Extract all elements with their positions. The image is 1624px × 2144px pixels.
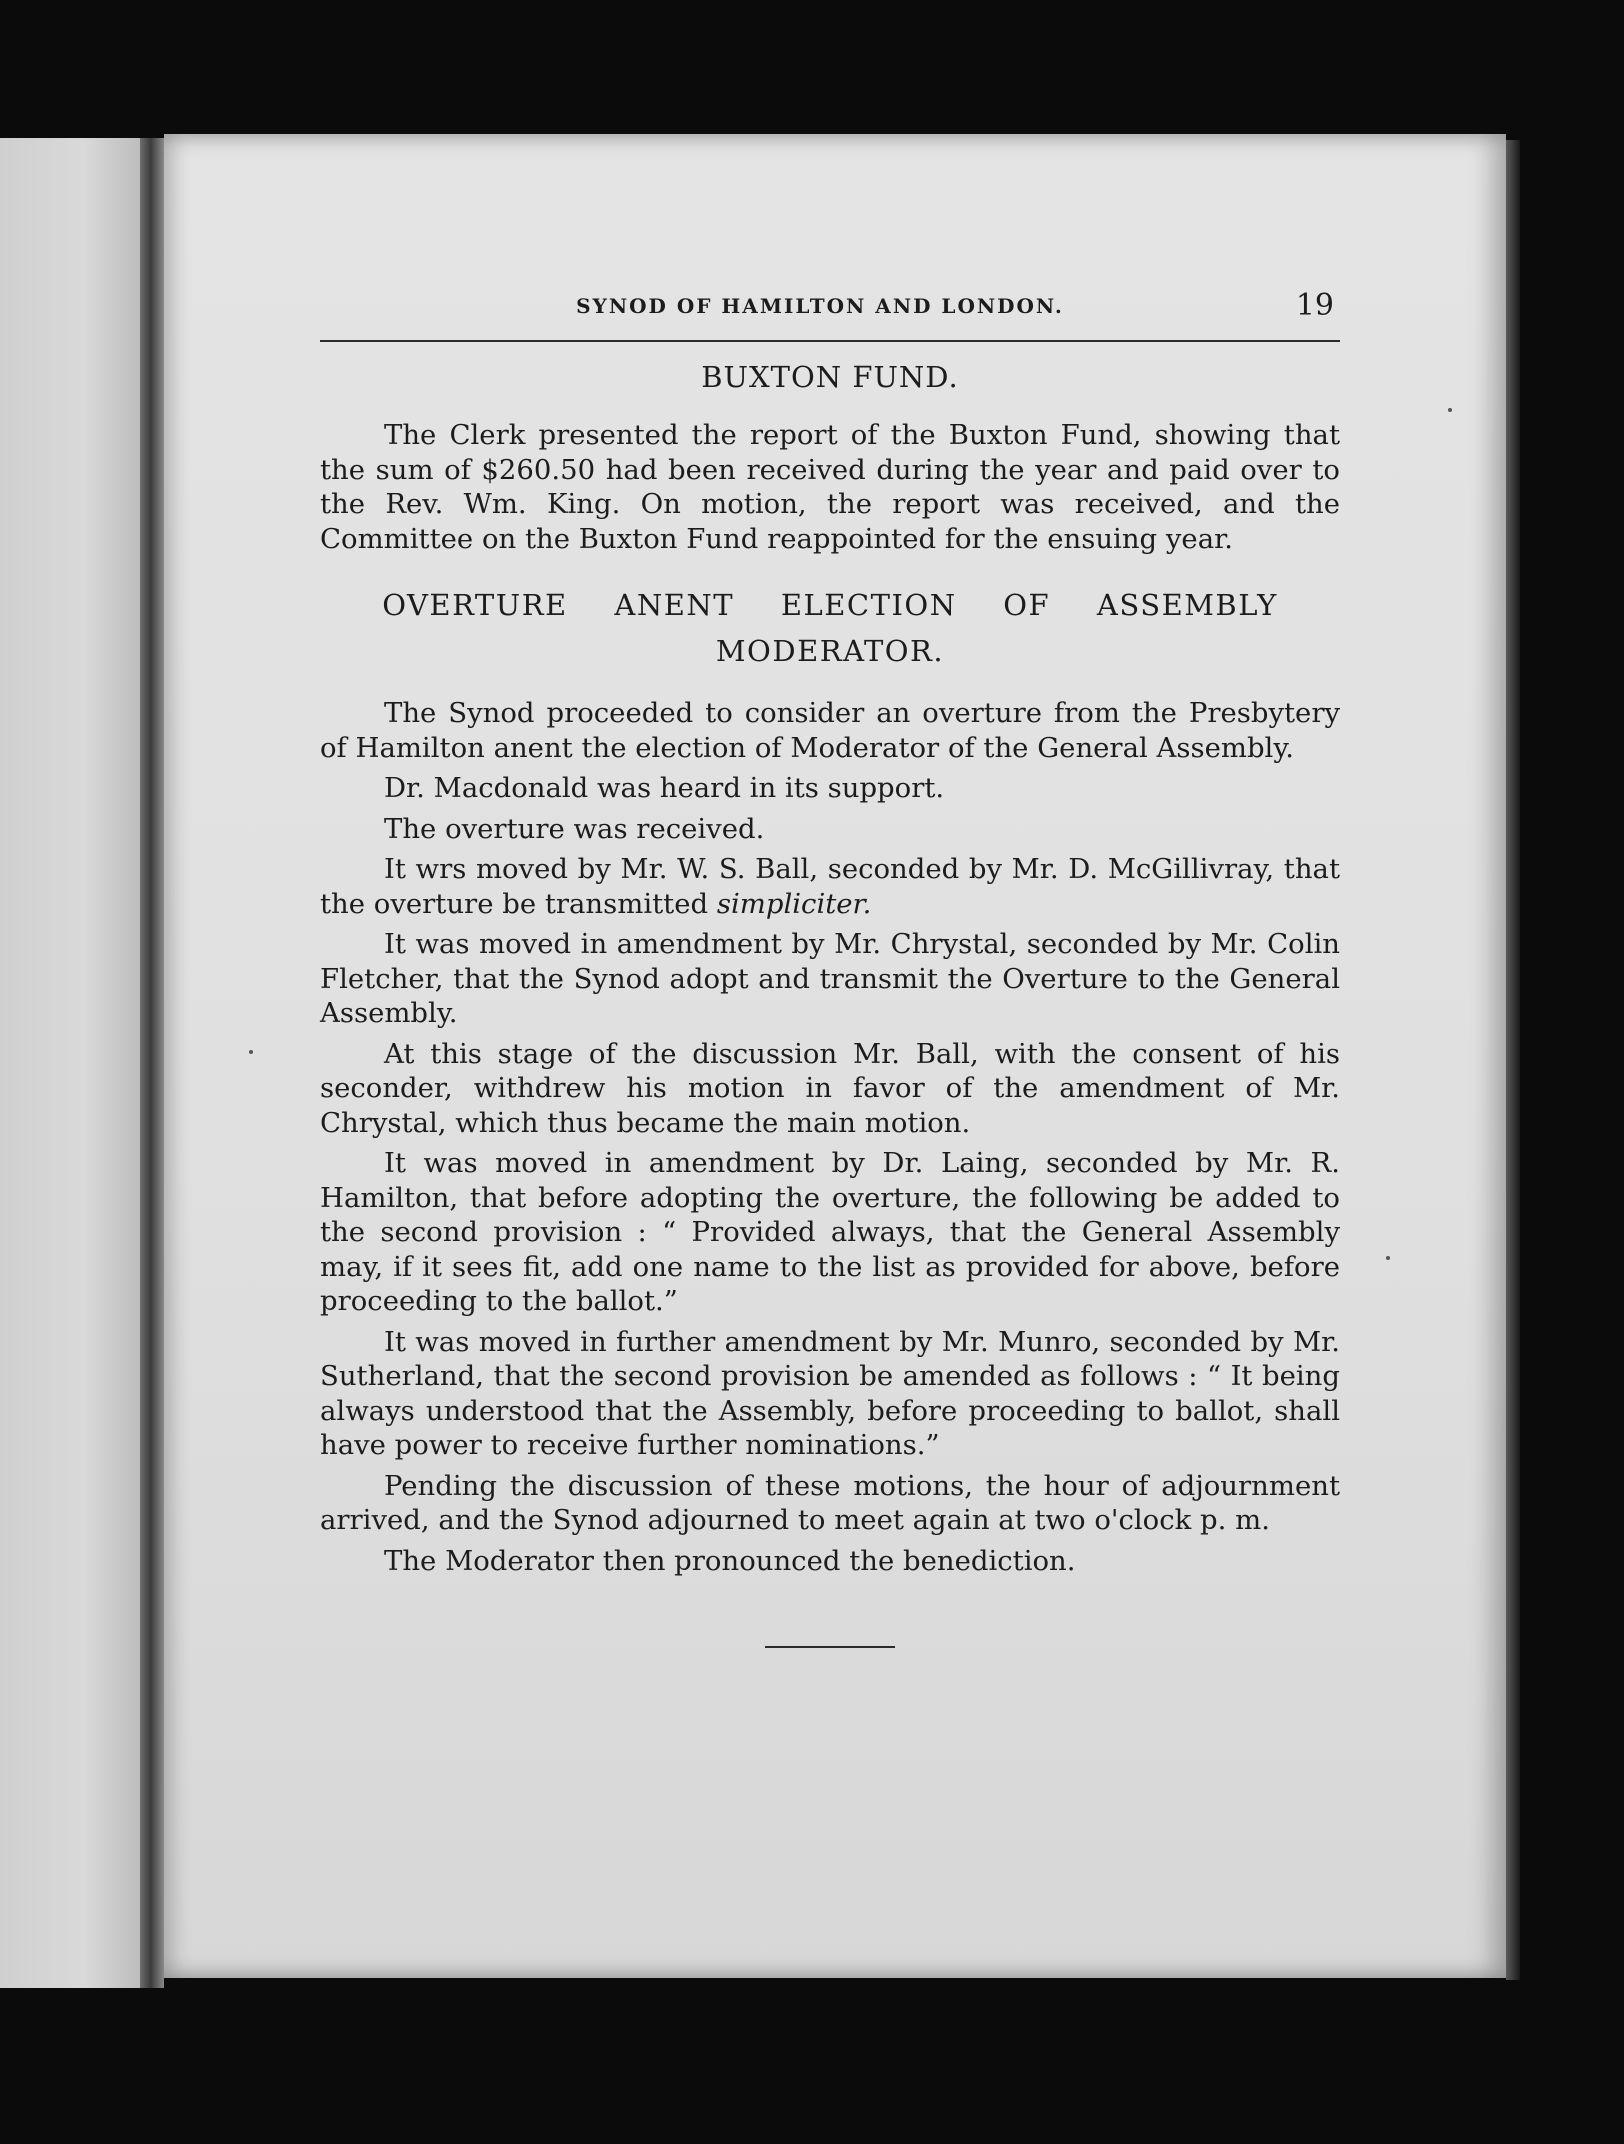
- motion-italic-word: simpliciter.: [716, 887, 872, 920]
- header-rule: [320, 340, 1340, 342]
- buxton-fund-paragraph: The Clerk presented the report of the Buxton Fund, showing that the sum of $260.50 had been received during the year and paid over to the Rev. Wm. King. On motion, the report was received, and the Committee on the Buxton Fund reappointed for the ensuing year.: [320, 419, 1340, 555]
- running-head-title: SYNOD OF HAMILTON AND LONDON.: [576, 294, 1064, 318]
- overture-paragraph: At this stage of the discussion Mr. Ball, with the consent of his seconder, withdrew his motion in favor of the amendment of Mr. Chrystal, which thus became the main motion.: [320, 1037, 1340, 1139]
- motion-text: It wrs moved by Mr. W. S. Ball, seconded by Mr. D. McGillivray, that the overture be transmitted: [320, 853, 1340, 920]
- scan-speck: [249, 1050, 253, 1054]
- section-title-buxton-fund: BUXTON FUND.: [701, 360, 959, 394]
- overture-paragraph: The Moderator then pronounced the benediction.: [384, 1544, 1076, 1577]
- overture-paragraph: It was moved in amendment by Mr. Chrystal, seconded by Mr. Colin Fletcher, that the Synod adopt and transmit the Overture to the General Assembly.: [320, 928, 1340, 1029]
- section-title-overture: [320, 582, 1340, 674]
- page-number: 19: [1295, 288, 1334, 323]
- page-edge-shadow: [1506, 140, 1520, 1980]
- section-title-overture-line2: MODERATOR.: [715, 634, 945, 668]
- overture-paragraph: It was moved in further amendment by Mr. Munro, seconded by Mr. Sutherland, that the second provision be amended as follows : “ It being always understood that the Assembly, before proceeding to ballot, shall have power to receive further nominations.”: [320, 1325, 1340, 1461]
- closing-rule: [765, 1646, 895, 1648]
- section-title-overture-line1: OVERTURE ANENT ELECTION OF ASSEMBLY: [382, 588, 1278, 622]
- overture-paragraph: Dr. Macdonald was heard in its support.: [384, 772, 945, 804]
- overture-paragraph: The overture was received.: [384, 812, 765, 845]
- running-head: [320, 290, 1340, 330]
- overture-paragraph: It was moved in amendment by Dr. Laing, seconded by Mr. R. Hamilton, that before adopting the overture, the following be added to the second provision : “ Provided always, that the General Assembly may, if it sees fit, add one name to the list as provided for above, before proceeding to the ballot.”: [320, 1147, 1340, 1317]
- overture-paragraph: Pending the discussion of these motions, the hour of adjournment arrived, and the Synod adjourned to meet again at two o'clock p. m.: [320, 1469, 1340, 1536]
- scan-speck: [1386, 1256, 1390, 1260]
- overture-paragraph: The Synod proceeded to consider an overture from the Presbytery of Hamilton anent the election of Moderator of the General Assembly.: [320, 697, 1340, 764]
- overture-motion-paragraph: [320, 852, 1340, 921]
- page-text: [320, 290, 1340, 1648]
- book-gutter: [140, 138, 164, 1988]
- facing-page-edge: [0, 138, 140, 1988]
- scan-speck: [1448, 408, 1452, 412]
